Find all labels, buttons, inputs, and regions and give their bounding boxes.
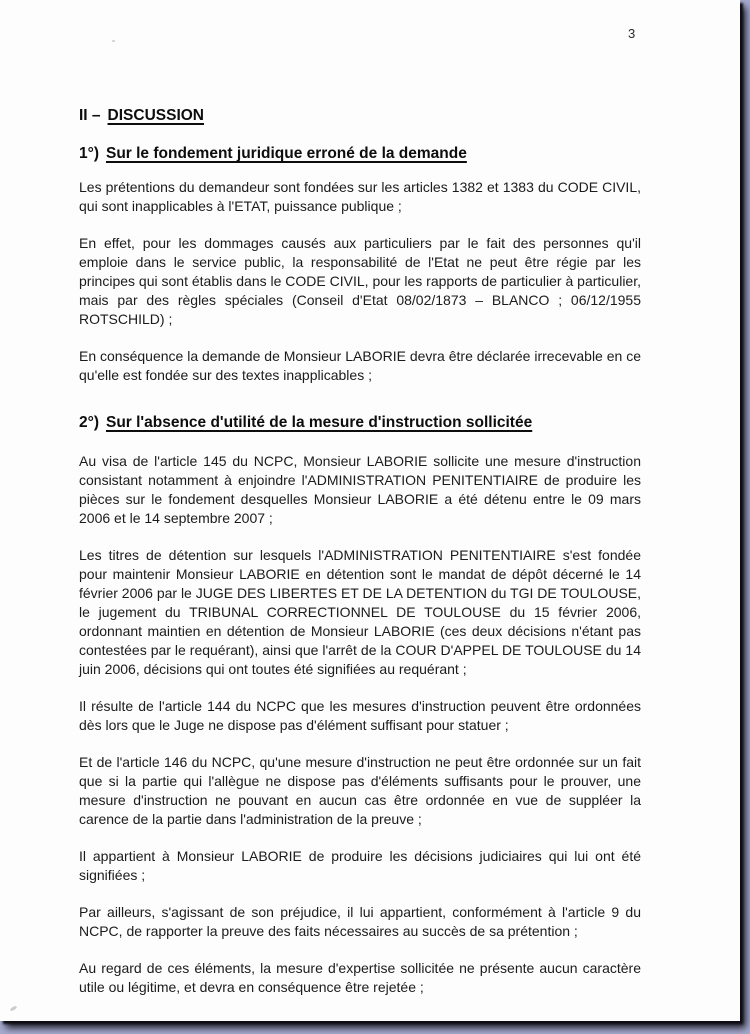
section-1-heading-title: Sur le fondement juridique erroné de la demande [105,145,467,162]
section-2-heading [79,413,641,432]
scan-speck [10,1005,18,1011]
main-heading-title: DISCUSSION [107,107,205,124]
paragraph: Les prétentions du demandeur sont fondées sur les articles 1382 et 1383 du CODE CIVIL, qui sont inapplicables à l'ETAT, puissance publique ; [79,179,641,214]
paragraph: Et de l'article 146 du NCPC, qu'une mesure d'instruction ne peut être ordonnée sur un fait que si la partie qui l'allègue ne dispose pas d'éléments suffisants pour le prouver, une mesure d'instruction ne pouvant en aucun cas être ordonnée en vue de suppléer la carence de la partie dans l'administration de la preuve ; [79,754,641,827]
paragraph: Les titres de détention sur lesquels l'ADMINISTRATION PENITENTIAIRE s'est fondée pour maintenir Monsieur LABORIE en détention sont le mandat de dépôt décerné le 14 février 2006 par le JUGE DES LIBERTES ET DE LA DETENTION du TGI DE TOULOUSE, le jugement du TRIBUNAL CORRECTIONNEL DE TOULOUSE du 15 février 2006, ordonnant maintien en détention de Monsieur LABORIE (ces deux décisions n'étant pas contestées par le requérant), ainsi que l'arrêt de la COUR D'APPEL DE TOULOUSE du 14 juin 2006, décisions qui ont toutes été signifiées au requérant ; [79,547,642,677]
section-2-heading-number: 2°) [79,414,99,431]
page-number: 3 [628,26,636,41]
document-body [79,106,641,1015]
paragraph: Il appartient à Monsieur LABORIE de produire les décisions judiciaires qui lui ont été signifiées ; [79,848,641,883]
section-1-heading [79,144,641,163]
scan-speck [112,40,115,42]
main-heading-number: II – [79,107,101,124]
paragraph: Au visa de l'article 145 du NCPC, Monsieur LABORIE sollicite une mesure d'instruction consistant notamment à enjoindre l'ADMINISTRATION PENITENTIAIRE de produire les pièces sur le fondement desquelles Monsieur LABORIE a été détenu entre le 09 mars 2006 et le 14 septembre 2007 ; [79,453,641,526]
paragraph: Au regard de ces éléments, la mesure d'expertise sollicitée ne présente aucun caractère utile ou légitime, et devra en conséquence être rejetée ; [79,960,641,995]
section-1-heading-number: 1°) [79,145,99,162]
paragraph: Par ailleurs, s'agissant de son préjudice, il lui appartient, conformément à l'article 9 du NCPC, de rapporter la preuve des faits nécessaires au succès de sa prétention ; [79,904,641,939]
section-2-heading-title: Sur l'absence d'utilité de la mesure d'instruction sollicitée [105,414,533,431]
paragraph: Il résulte de l'article 144 du NCPC que les mesures d'instruction peuvent être ordonnées dès lors que le Juge ne dispose pas d'élément suffisant pour statuer ; [79,698,641,733]
main-heading [79,106,641,125]
paragraph: En conséquence la demande de Monsieur LABORIE devra être déclarée irrecevable en ce qu'elle est fondée sur des textes inapplicables ; [79,348,641,383]
paragraph: En effet, pour les dommages causés aux particuliers par le fait des personnes qu'il emploie dans le service public, la responsabilité de l'Etat ne peut être régie par les principes qui sont établis dans le CODE CIVIL, pour les rapports de particulier à particulier, mais par des règles spéciales (Conseil d'Etat 08/02/1873 – BLANCO ; 06/12/1955 ROTSCHILD) ; [79,235,641,327]
